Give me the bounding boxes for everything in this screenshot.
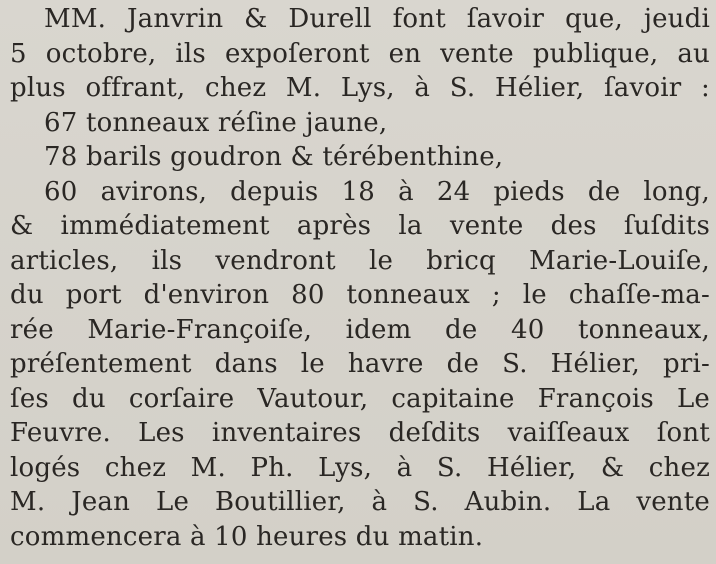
- text-line: du port d'environ 80 tonneaux ; le chaſſe-ma-: [10, 280, 710, 310]
- text-line: & immédiatement après la vente des ſuſdits: [10, 211, 710, 241]
- text-line: commencera à 10 heures du matin.: [10, 521, 484, 552]
- text-line: plus offrant, chez M. Lys, à S. Hélier, ſavoir :: [10, 73, 710, 103]
- text-line: MM. Janvrin & Durell font ſavoir que, jeudi: [44, 4, 710, 34]
- text-line: ſes du corſaire Vautour, capitaine François Le: [10, 383, 710, 414]
- text-line: articles, ils vendront le bricq Marie-Louiſe,: [10, 245, 710, 276]
- text-line: rée Marie-Françoiſe, idem de 40 tonneaux,: [10, 314, 710, 345]
- text-line: Feuvre. Les inventaires deſdits vaiſſeaux ſont: [10, 418, 710, 448]
- text-line: logés chez M. Ph. Lys, à S. Hélier, & chez: [10, 452, 710, 483]
- text-line: 5 octobre, ils expoſeront en vente publique, au: [10, 38, 710, 69]
- article-text: [10, 2, 710, 554]
- text-line: préſentement dans le havre de S. Hélier, pri-: [10, 349, 710, 379]
- text-line: 60 avirons, depuis 18 à 24 pieds de long,: [44, 176, 710, 207]
- text-line: 78 barils goudron & térébenthine,: [44, 142, 504, 172]
- text-line: 67 tonneaux réſine jaune,: [44, 107, 388, 138]
- text-line: M. Jean Le Boutillier, à S. Aubin. La vente: [10, 487, 710, 517]
